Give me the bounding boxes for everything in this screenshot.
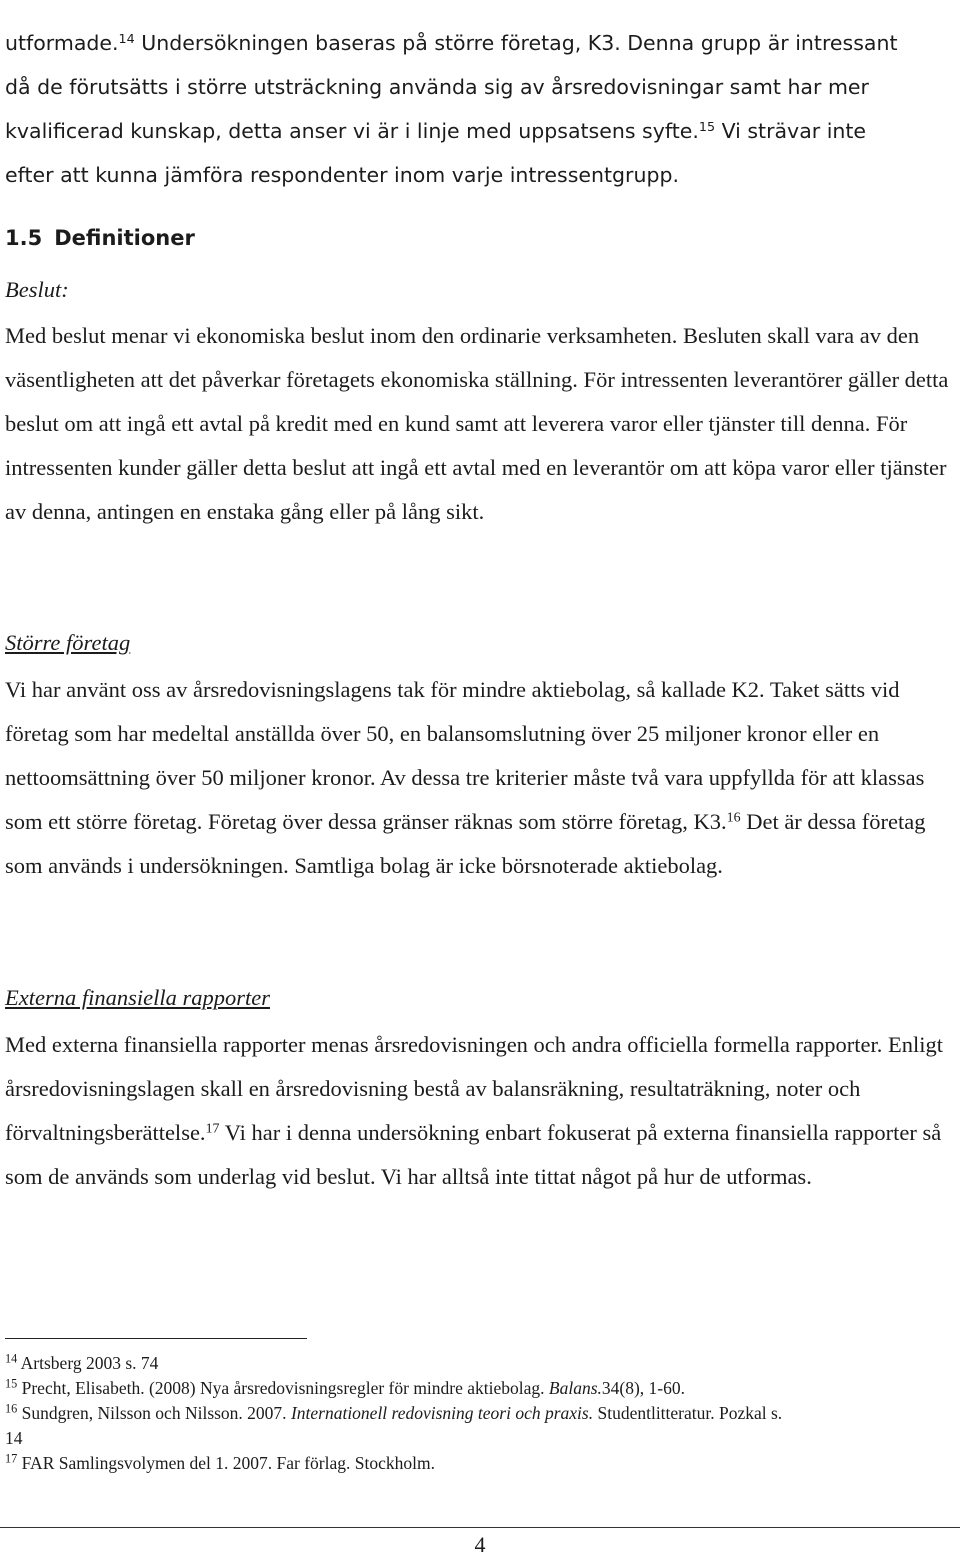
footnote-number: 17 xyxy=(5,1451,18,1466)
intro-line-4: efter att kunna jämföra respondenter inom varje intressentgrupp. xyxy=(5,163,679,187)
footnote-text: Studentlitteratur. Pozkal s. xyxy=(593,1403,783,1423)
paragraph-text-part: Vi har använt oss av årsredovisningslagens tak för mindre aktiebolag, så kallade K2. Taket sätts vid företag som har medeltal anställda över 50, en balansomslutning över 25 miljoner kronor eller en nettoomsättning över 50 miljoner kronor. Av dessa tre kriterier måste två vara uppfyllda för att klassas som ett större företag. Företag över dessa gränser räknas som större företag, K3. xyxy=(5,677,925,834)
footnote-ref-15[interactable]: 15 xyxy=(698,119,716,135)
footnote-number: 16 xyxy=(5,1401,18,1416)
intro-text: kvalificerad kunskap, detta anser vi är i linje med uppsatsens syfte. xyxy=(5,119,699,143)
footnote-text: Artsberg 2003 s. 74 xyxy=(17,1353,159,1373)
page-bottom-rule xyxy=(0,1527,960,1528)
footnote-16 xyxy=(5,1401,955,1426)
footnotes xyxy=(5,1351,955,1476)
paragraph-storre-foretag xyxy=(5,668,953,888)
intro-line-2: då de förutsätts i större utsträckning använda sig av årsredovisningar samt har mer xyxy=(5,75,869,99)
footnote-14 xyxy=(5,1351,955,1376)
footnote-number: 15 xyxy=(5,1376,18,1391)
footnote-ref-17[interactable]: 17 xyxy=(205,1121,220,1137)
footnote-text: Precht, Elisabeth. (2008) Nya årsredovisningsregler för mindre aktiebolag. xyxy=(17,1378,549,1398)
footnote-journal-title: Balans. xyxy=(548,1378,602,1398)
intro-line-1 xyxy=(5,31,898,55)
paragraph-text xyxy=(5,668,953,888)
paragraph-externa-rapporter xyxy=(5,1023,953,1199)
subheading-externa-rapporter: Externa finansiella rapporter xyxy=(5,985,270,1010)
page-number: 4 xyxy=(474,1532,486,1557)
footnote-ref-16[interactable]: 16 xyxy=(726,810,741,826)
footnote-text: 34(8), 1-60. xyxy=(601,1378,686,1398)
footnote-text: FAR Samlingsvolymen del 1. 2007. Far förlag. Stockholm. xyxy=(17,1453,435,1473)
paragraph-text xyxy=(5,1023,953,1199)
footnote-separator xyxy=(5,1338,307,1339)
paragraph-text: Med beslut menar vi ekonomiska beslut inom den ordinarie verksamheten. Besluten skall vara av den väsentligheten att det påverkar företagets ekonomiska ställning. För intressenten leverantörer gäller detta beslut om att ingå ett avtal på kredit med en kund samt att leverera varor eller tjänster till denna. För intressenten kunder gäller detta beslut att ingå ett avtal med en leverantör om att köpa varor eller tjänster av denna, antingen en enstaka gång eller på lång sikt. xyxy=(5,323,949,524)
section-heading xyxy=(5,226,195,250)
footnote-text: Sundgren, Nilsson och Nilsson. 2007. xyxy=(17,1403,291,1423)
intro-text: Vi strävar inte xyxy=(715,119,867,143)
paragraph-text-part: Med externa finansiella rapporter menas årsredovisningen och andra officiella formella rapporter. Enligt årsredovisningslagen skall en årsredovisning bestå av balansräkning, resultaträkning, noter och förvaltningsberättelse. xyxy=(5,1032,943,1145)
intro-text: Undersökningen baseras på större företag, K3. Denna grupp är intressant xyxy=(134,31,898,55)
paragraph-text-part: Det är dessa företag som används i undersökningen. Samtliga bolag är icke börsnoterade aktiebolag. xyxy=(5,809,926,878)
footnote-16-continued: 14 xyxy=(5,1428,23,1448)
footnote-17 xyxy=(5,1451,955,1476)
paragraph-beslut xyxy=(5,314,953,534)
footnote-15 xyxy=(5,1376,955,1401)
intro-text: utformade. xyxy=(5,31,119,55)
footnote-number: 14 xyxy=(5,1351,18,1366)
paragraph-text-part: Vi har i denna undersökning enbart fokuserat på externa finansiella rapporter så som de används som underlag vid beslut. Vi har alltså inte tittat något på hur de utformas. xyxy=(5,1120,942,1189)
subheading-beslut: Beslut: xyxy=(5,277,69,302)
footnote-ref-14[interactable]: 14 xyxy=(118,31,135,47)
intro-line-3 xyxy=(5,119,866,143)
section-number: 1.5 xyxy=(5,226,43,250)
section-title: Definitioner xyxy=(54,226,195,250)
footnote-book-title: Internationell redovisning teori och praxis. xyxy=(290,1403,594,1423)
subheading-storre-foretag: Större företag xyxy=(5,630,131,655)
